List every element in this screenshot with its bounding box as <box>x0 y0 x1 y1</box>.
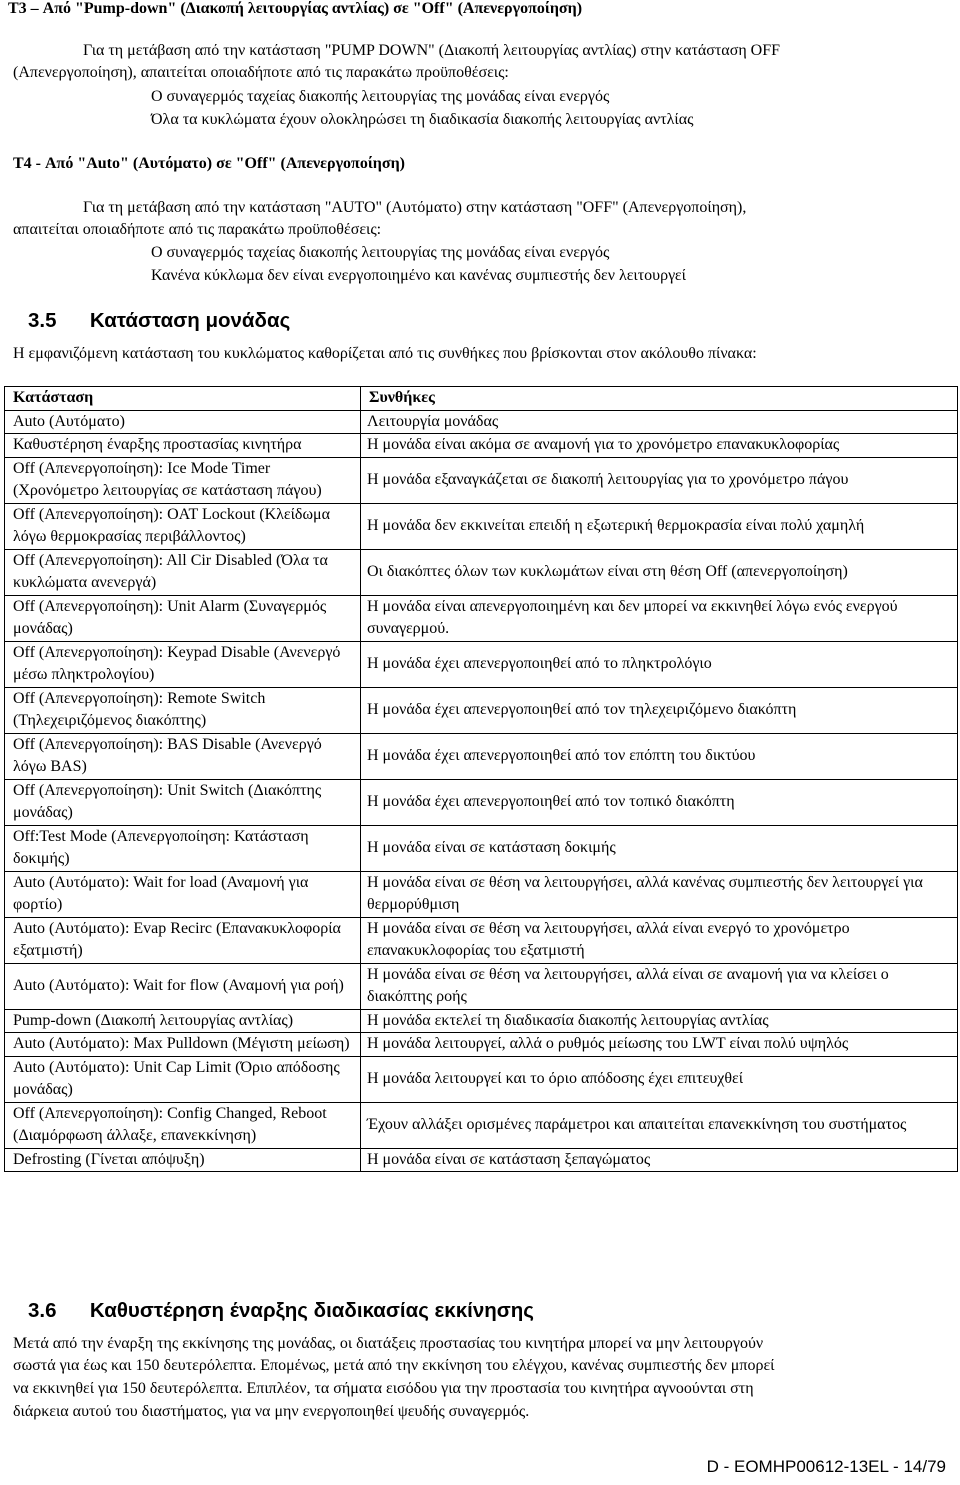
table-row <box>5 410 958 434</box>
table-cell-condition: Οι διακόπτες όλων των κυκλωμάτων είναι στη θέση Off (απενεργοποίηση) <box>361 549 958 595</box>
table-cell-state: Off (Απενεργοποίηση): Ice Mode Timer (Χρονόμετρο λειτουργίας σε κατάσταση πάγου) <box>5 457 361 503</box>
table-cell-state: Auto (Αυτόματο): Evap Recirc (Επανακυκλοφορία εξατμιστή) <box>5 917 361 963</box>
table-cell-state: Auto (Αυτόματο) <box>5 410 361 434</box>
section-3-5-heading <box>28 310 290 333</box>
table-header-state: Κατάσταση <box>5 387 361 411</box>
t3-condition-1: Ο συναγερμός ταχείας διακοπής λειτουργίας της μονάδας είναι ενεργός <box>151 88 610 105</box>
table-row <box>5 549 958 595</box>
table-row <box>5 963 958 1009</box>
t3-intro-line1: Για τη μετάβαση από την κατάσταση "PUMP DOWN" (Διακοπή λειτουργίας αντλίας) στην κατάσταση OFF <box>83 42 781 59</box>
section-3-6-title: Καθυστέρηση έναρξης διαδικασίας εκκίνησης <box>89 1299 534 1322</box>
table-row <box>5 1102 958 1148</box>
table-cell-state: Auto (Αυτόματο): Wait for flow (Αναμονή για ροή) <box>5 963 361 1009</box>
table-cell-condition: Η μονάδα είναι απενεργοποιημένη και δεν μπορεί να εκκινηθεί λόγω ενός ενεργού συναγερμού. <box>361 595 958 641</box>
table-cell-condition: Λειτουργία μονάδας <box>361 410 958 434</box>
table-cell-condition: Η μονάδα είναι σε θέση να λειτουργήσει, αλλά κανένας συμπιεστής δεν λειτουργεί για θερμορύθμιση <box>361 871 958 917</box>
t3-condition-2: Όλα τα κυκλώματα έχουν ολοκληρώσει τη διαδικασία διακοπής λειτουργίας αντλίας <box>151 111 694 128</box>
table-row <box>5 1009 958 1033</box>
table-cell-condition: Η μονάδα είναι σε κατάσταση ξεπαγώματος <box>361 1148 958 1172</box>
table-row <box>5 457 958 503</box>
section-3-6-number: 3.6 <box>28 1299 57 1322</box>
table-header-row <box>5 387 958 411</box>
table-cell-state: Pump-down (Διακοπή λειτουργίας αντλίας) <box>5 1009 361 1033</box>
table-cell-state: Defrosting (Γίνεται απόψυξη) <box>5 1148 361 1172</box>
table-cell-condition: Η μονάδα λειτουργεί, αλλά ο ρυθμός μείωσης του LWT είναι πολύ υψηλός <box>361 1033 958 1057</box>
table-cell-state: Auto (Αυτόματο): Unit Cap Limit (Όριο απόδοσης μονάδας) <box>5 1056 361 1102</box>
section-3-5-number: 3.5 <box>28 309 57 332</box>
table-header-conditions: Συνθήκες <box>361 387 958 411</box>
table-cell-state: Off (Απενεργοποίηση): All Cir Disabled (Όλα τα κυκλώματα ανενεργά) <box>5 549 361 595</box>
table-cell-state: Off (Απενεργοποίηση): BAS Disable (Ανενεργό λόγω BAS) <box>5 733 361 779</box>
section-3-6-line1: Μετά από την έναρξη της εκκίνησης της μονάδας, οι διατάξεις προστασίας του κινητήρα μπορεί να μην λειτουργούν <box>13 1335 764 1352</box>
section-3-6-heading <box>28 1300 534 1323</box>
table-cell-condition: Η μονάδα είναι σε θέση να λειτουργήσει, αλλά είναι ενεργό το χρονόμετρο επανακυκλοφορίας του εξατμιστή <box>361 917 958 963</box>
section-3-5-intro: Η εμφανιζόμενη κατάσταση του κυκλώματος καθορίζεται από τις συνθήκες που βρίσκονται στον ακόλουθο πίνακα: <box>13 345 757 362</box>
table-cell-condition: Η μονάδα είναι σε θέση να λειτουργήσει, αλλά είναι σε αναμονή για να κλείσει ο διακόπτης ροής <box>361 963 958 1009</box>
table-cell-condition: Έχουν αλλάξει ορισμένες παράμετροι και απαιτείται επανεκκίνηση του συστήματος <box>361 1102 958 1148</box>
table-row <box>5 687 958 733</box>
section-3-6-line2: σωστά για έως και 150 δευτερόλεπτα. Επομένως, μετά από την εκκίνηση του ελέγχου, κανένας συμπιεστής δεν μπορεί <box>13 1357 775 1374</box>
table-row <box>5 503 958 549</box>
table-cell-condition: Η μονάδα έχει απενεργοποιηθεί από τον τηλεχειριζόμενο διακόπτη <box>361 687 958 733</box>
table-cell-condition: Η μονάδα δεν εκκινείται επειδή η εξωτερική θερμοκρασία είναι πολύ χαμηλή <box>361 503 958 549</box>
table-cell-condition: Η μονάδα λειτουργεί και το όριο απόδοσης έχει επιτευχθεί <box>361 1056 958 1102</box>
table-row <box>5 871 958 917</box>
table-cell-state: Off:Test Mode (Απενεργοποίηση: Κατάσταση δοκιμής) <box>5 825 361 871</box>
table-row <box>5 595 958 641</box>
t3-intro-line2: (Απενεργοποίηση), απαιτείται οποιαδήποτε από τις παρακάτω προϋποθέσεις: <box>13 64 509 81</box>
table-row <box>5 434 958 458</box>
table-cell-state: Auto (Αυτόματο): Max Pulldown (Μέγιστη μείωση) <box>5 1033 361 1057</box>
table-cell-condition: Η μονάδα είναι ακόμα σε αναμονή για το χρονόμετρο επανακυκλοφορίας <box>361 434 958 458</box>
table-cell-condition: Η μονάδα εκτελεί τη διαδικασία διακοπής λειτουργίας αντλίας <box>361 1009 958 1033</box>
table-cell-state: Off (Απενεργοποίηση): Unit Alarm (Συναγερμός μονάδας) <box>5 595 361 641</box>
table-cell-state: Off (Απενεργοποίηση): Remote Switch (Τηλεχειριζόμενος διακόπτης) <box>5 687 361 733</box>
table-cell-state: Off (Απενεργοποίηση): Unit Switch (Διακόπτης μονάδας) <box>5 779 361 825</box>
section-3-5-title: Κατάσταση μονάδας <box>89 309 291 332</box>
t3-title: T3 – Από "Pump-down" (Διακοπή λειτουργίας αντλίας) σε "Off" (Απενεργοποίηση) <box>8 0 583 17</box>
table-row <box>5 641 958 687</box>
unit-status-table <box>4 386 958 1172</box>
table-row <box>5 1148 958 1172</box>
t4-title: T4 - Από "Auto" (Αυτόματο) σε "Off" (Απενεργοποίηση) <box>13 155 405 172</box>
table-row <box>5 1056 958 1102</box>
table-cell-state: Auto (Αυτόματο): Wait for load (Αναμονή για φορτίο) <box>5 871 361 917</box>
table-row <box>5 825 958 871</box>
t4-intro-line1: Για τη μετάβαση από την κατάσταση "AUTO" (Αυτόματο) στην κατάσταση "OFF" (Απενεργοποίηση), <box>83 199 747 216</box>
page-footer-reference: D - EOMHP00612-13EL - 14/79 <box>706 1457 946 1476</box>
table-row <box>5 1033 958 1057</box>
table-cell-state: Off (Απενεργοποίηση): Config Changed, Reboot (Διαμόρφωση άλλαξε, επανεκκίνηση) <box>5 1102 361 1148</box>
t4-condition-2: Κανένα κύκλωμα δεν είναι ενεργοποιημένο και κανένας συμπιεστής δεν λειτουργεί <box>151 267 686 284</box>
t4-condition-1: Ο συναγερμός ταχείας διακοπής λειτουργίας της μονάδας είναι ενεργός <box>151 244 610 261</box>
table-cell-state: Off (Απενεργοποίηση): Keypad Disable (Ανενεργό μέσω πληκτρολογίου) <box>5 641 361 687</box>
section-3-6-line4: διάρκεια αυτού του διαστήματος, για να μην ενεργοποιηθεί ψευδής συναγερμός. <box>13 1403 530 1420</box>
table-cell-condition: Η μονάδα εξαναγκάζεται σε διακοπή λειτουργίας για το χρονόμετρο πάγου <box>361 457 958 503</box>
table-cell-condition: Η μονάδα είναι σε κατάσταση δοκιμής <box>361 825 958 871</box>
table-row <box>5 917 958 963</box>
table-row <box>5 733 958 779</box>
table-cell-condition: Η μονάδα έχει απενεργοποιηθεί από τον επόπτη του δικτύου <box>361 733 958 779</box>
table-cell-state: Off (Απενεργοποίηση): OAT Lockout (Κλείδωμα λόγω θερμοκρασίας περιβάλλοντος) <box>5 503 361 549</box>
t4-intro-line2: απαιτείται οποιαδήποτε από τις παρακάτω προϋποθέσεις: <box>13 221 382 238</box>
table-cell-condition: Η μονάδα έχει απενεργοποιηθεί από το πληκτρολόγιο <box>361 641 958 687</box>
table-row <box>5 779 958 825</box>
table-cell-state: Καθυστέρηση έναρξης προστασίας κινητήρα <box>5 434 361 458</box>
section-3-6-line3: να εκκινηθεί για 150 δευτερόλεπτα. Επιπλέον, τα σήματα εισόδου για την προστασία του κινητήρα αγνοούνται στη <box>13 1380 754 1397</box>
table-cell-condition: Η μονάδα έχει απενεργοποιηθεί από τον τοπικό διακόπτη <box>361 779 958 825</box>
